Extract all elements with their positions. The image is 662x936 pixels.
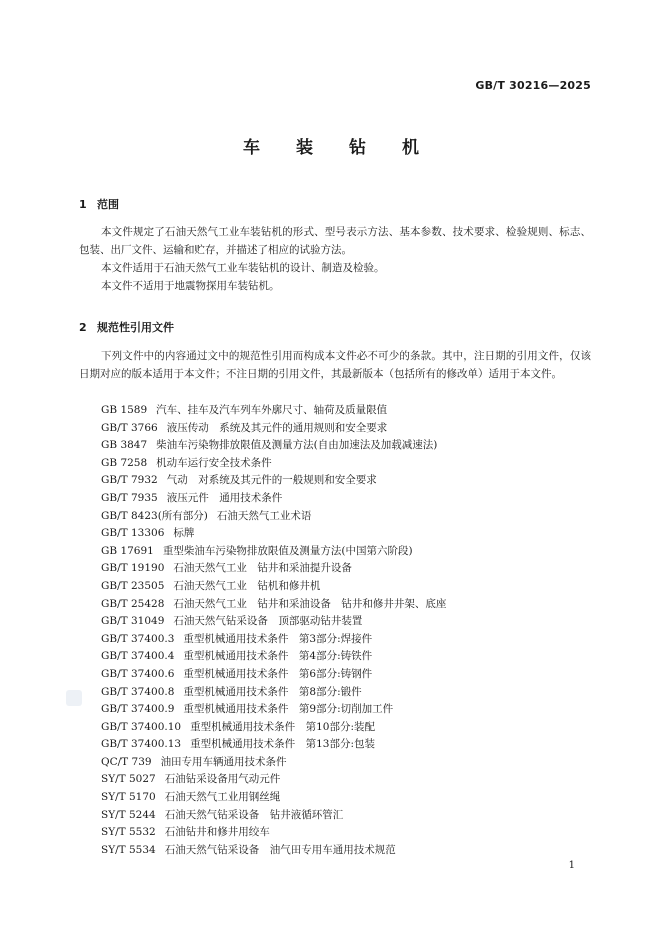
reference-code: GB/T 7932 [101,474,158,487]
reference-item [101,472,446,490]
reference-code: GB/T 37400.3 [101,632,175,645]
reference-title: 柴油车污染物排放限值及测量方法(自由加速法及加载减速法) [156,439,438,452]
scope-paragraph-1: 本文件规定了石油天然气工业车装钻机的形式、型号表示方法、基本参数、技术要求、检验规则、标志、包装、出厂文件、运输和贮存，并描述了相应的试验方法。 [79,226,591,256]
reference-code: GB/T 7935 [101,491,158,504]
reference-title: 石油天然气工业用钢丝绳 [164,791,281,804]
reference-title: 重型柴油车污染物排放限值及测量方法(中国第六阶段) [162,544,413,557]
reference-title: 石油钻井和修井用绞车 [164,826,270,839]
reference-item [101,666,446,684]
reference-code: GB/T 13306 [101,527,165,540]
reference-item [101,402,446,420]
reference-code: GB/T 37400.10 [101,720,182,733]
reference-item [101,596,446,614]
reference-item [101,719,446,737]
reference-title: 标牌 [173,527,195,540]
reference-title: 汽车、挂车及汽车列车外廓尺寸、轴荷及质量限值 [156,404,388,416]
reference-code: SY/T 5244 [101,808,156,821]
reference-code: GB/T 25428 [101,597,165,610]
reference-code: SY/T 5027 [101,773,156,786]
reference-title: 石油天然气钻采设备 油气田专用车通用技术规范 [164,843,396,856]
reference-code: GB/T 37400.6 [101,667,175,680]
reference-code: GB/T 3766 [101,421,158,434]
reference-item [101,648,446,666]
section-2-heading [79,319,174,335]
reference-item [101,455,446,473]
reference-item [101,578,446,596]
reference-item [101,508,446,526]
reference-item [101,736,446,754]
reference-item [101,701,446,719]
reference-code: GB/T 19190 [101,562,165,575]
references-intro: 下列文件中的内容通过文中的规范性引用而构成本文件必不可少的条款。其中，注日期的引用文件，仅该日期对应的版本适用于本文件；不注日期的引用文件，其最新版本（包括所有的修改单）适用于本文件。 [79,350,591,380]
reference-item [101,543,446,561]
reference-item [101,824,446,842]
reference-title: 石油钻采设备用气动元件 [164,773,281,786]
reference-title: 重型机械通用技术条件 第8部分:锻件 [183,685,362,698]
reference-title: 重型机械通用技术条件 第3部分:焊接件 [183,632,373,645]
reference-title: 石油天然气钻采设备 顶部驱动钻井装置 [173,615,363,628]
reference-item [101,560,446,578]
reference-code: GB 7258 [101,456,148,469]
reference-item [101,771,446,789]
standard-code: GB/T 30216—2025 [475,79,591,92]
reference-item [101,437,446,455]
section-1-number: 1 [79,198,87,211]
reference-code: GB 1589 [101,404,148,416]
page-number: 1 [568,860,575,871]
reference-title: 重型机械通用技术条件 第9部分:切削加工件 [183,703,394,716]
reference-title: 石油天然气工业 钻机和修井机 [173,579,321,592]
reference-code: GB 17691 [101,544,154,557]
reference-title: 液压传动 系统及其元件的通用规则和安全要求 [166,421,388,434]
reference-title: 重型机械通用技术条件 第10部分:装配 [190,720,375,733]
reference-title: 重型机械通用技术条件 第13部分:包装 [190,738,375,751]
reference-title: 石油天然气工业术语 [216,509,312,522]
reference-title: 重型机械通用技术条件 第4部分:铸铁件 [183,650,373,663]
scope-paragraph-2: 本文件适用于石油天然气工业车装钻机的设计、制造及检验。 [101,262,385,274]
reference-item [101,807,446,825]
reference-code: GB 3847 [101,439,148,452]
reference-title: 油田专用车辆通用技术条件 [160,755,287,768]
reference-item [101,842,446,860]
reference-title: 石油天然气钻采设备 钻井液循环管汇 [164,808,344,821]
reference-code: QC/T 739 [101,755,152,768]
reference-title: 气动 对系统及其元件的一般规则和安全要求 [166,474,377,487]
reference-code: SY/T 5532 [101,826,156,839]
reference-code: GB/T 37400.13 [101,738,182,751]
reference-item [101,789,446,807]
reference-list [101,402,446,859]
reference-code: GB/T 37400.9 [101,703,175,716]
reference-item [101,684,446,702]
reference-title: 石油天然气工业 钻井和采油提升设备 [173,562,352,575]
reference-code: GB/T 23505 [101,579,165,592]
reference-title: 机动车运行安全技术条件 [156,456,272,469]
section-2-number: 2 [79,321,87,334]
reference-item [101,525,446,543]
reference-code: GB/T 37400.4 [101,650,175,663]
reference-title: 石油天然气工业 钻井和采油设备 钻井和修井井架、底座 [173,597,447,610]
reference-item [101,420,446,438]
reference-title: 重型机械通用技术条件 第6部分:铸钢件 [183,667,373,680]
document-title: 车装钻机 [243,138,455,158]
reference-code: GB/T 8423(所有部分) [101,509,208,522]
reference-code: GB/T 37400.8 [101,685,175,698]
section-2-title: 规范性引用文件 [97,321,174,334]
reference-title: 液压元件 通用技术条件 [166,491,283,504]
reference-item [101,631,446,649]
reference-code: SY/T 5534 [101,843,156,856]
reference-item [101,754,446,772]
section-1-title: 范围 [97,198,119,211]
watermark-mark [66,690,82,706]
reference-item [101,613,446,631]
reference-code: GB/T 31049 [101,615,165,628]
reference-item [101,490,446,508]
scope-paragraph-3: 本文件不适用于地震物探用车装钻机。 [101,280,280,292]
section-1-heading [79,196,119,212]
reference-code: SY/T 5170 [101,791,156,804]
